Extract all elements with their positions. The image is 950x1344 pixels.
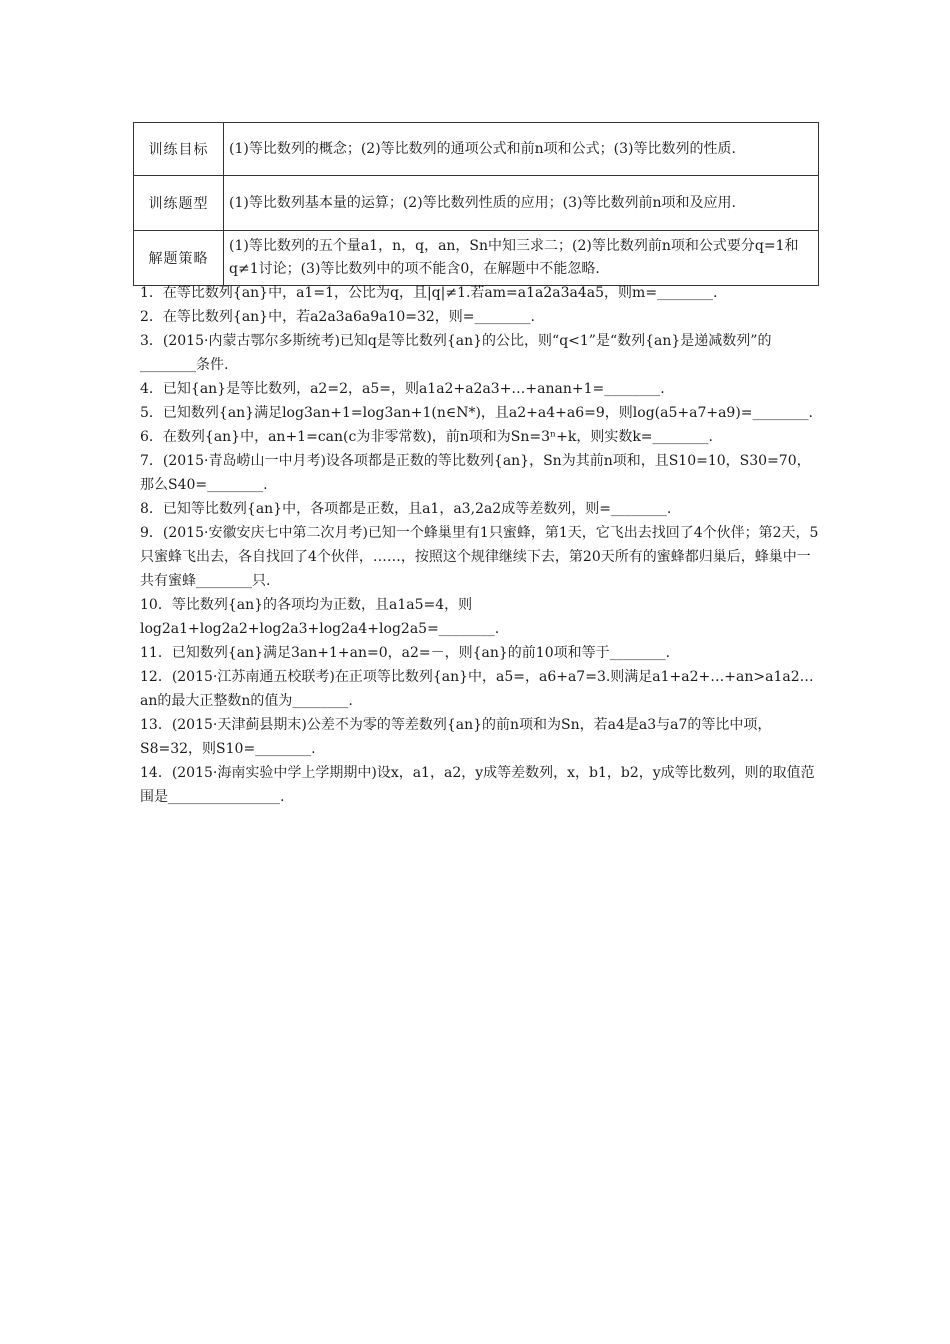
row-label: 解题策略 — [134, 231, 224, 286]
question-4: 4．已知{an}是等比数列，a2=2，a5=，则a1a2+a2a3+…+anan+1=________. — [140, 381, 665, 397]
question-11: 11．已知数列{an}满足3an+1+an=0，a2=－，则{an}的前10项和等于________. — [140, 645, 671, 661]
table-row-types — [134, 176, 819, 231]
row-text: (1)等比数列的五个量a1，n，q，an，Sn中知三求二；(2)等比数列前n项和公式要分q=1和q≠1讨论；(3)等比数列中的项不能含0，在解题中不能忽略. — [224, 231, 819, 286]
row-text: (1)等比数列基本量的运算；(2)等比数列性质的应用；(3)等比数列前n项和及应用. — [224, 176, 819, 231]
question-9: 9．(2015·安徽安庆七中第二次月考)已知一个蜂巢里有1只蜜蜂，第1天，它飞出去找回了4个伙伴；第2天，5只蜜蜂飞出去，各自找回了4个伙伴，……，按照这个规律继续下去，第20天所有的蜜蜂都归巢后，蜂巢中一共有蜜蜂________只. — [140, 525, 819, 589]
question-10: 10．等比数列{an}的各项均为正数，且a1a5=4，则log2a1+log2a2+log2a3+log2a4+log2a5=________. — [140, 597, 500, 637]
question-6: 6．在数列{an}中，an+1=can(c为非零常数)，前n项和为Sn=3ⁿ+k，则实数k=________. — [140, 429, 713, 445]
row-label: 训练题型 — [134, 176, 224, 231]
training-info-table — [133, 122, 819, 286]
question-13: 13．(2015·天津蓟县期末)公差不为零的等差数列{an}的前n项和为Sn，若a4是a3与a7的等比中项，S8=32，则S10=________. — [140, 717, 772, 757]
question-7: 7．(2015·青岛崂山一中月考)设各项都是正数的等比数列{an}，Sn为其前n项和，且S10=10，S30=70，那么S40=________. — [140, 453, 811, 493]
question-14: 14．(2015·海南实验中学上学期期中)设x，a1，a2，y成等差数列，x，b1，b2，y成等比数列，则的取值范围是________________. — [140, 765, 815, 805]
question-list — [140, 281, 820, 809]
table-row-goal — [134, 123, 819, 176]
question-5: 5．已知数列{an}满足log3an+1=log3an+1(n∈N*)，且a2+a4+a6=9，则log(a5+a7+a9)=________. — [140, 405, 813, 421]
table-row-strategy — [134, 231, 819, 286]
question-12: 12．(2015·江苏南通五校联考)在正项等比数列{an}中，a5=，a6+a7=3.则满足a1+a2+…+an>a1a2…an的最大正整数n的值为________. — [140, 669, 814, 709]
question-8: 8．已知等比数列{an}中，各项都是正数，且a1，a3,2a2成等差数列，则=________. — [140, 501, 672, 517]
question-2: 2．在等比数列{an}中，若a2a3a6a9a10=32，则=________. — [140, 309, 535, 325]
question-1: 1．在等比数列{an}中，a1=1，公比为q，且|q|≠1.若am=a1a2a3a4a5，则m=________. — [140, 285, 718, 301]
question-3: 3．(2015·内蒙古鄂尔多斯统考)已知q是等比数列{an}的公比，则“q<1”是“数列{an}是递减数列”的________条件. — [140, 333, 772, 373]
row-text: (1)等比数列的概念；(2)等比数列的通项公式和前n项和公式；(3)等比数列的性质. — [224, 123, 819, 176]
row-label: 训练目标 — [134, 123, 224, 176]
